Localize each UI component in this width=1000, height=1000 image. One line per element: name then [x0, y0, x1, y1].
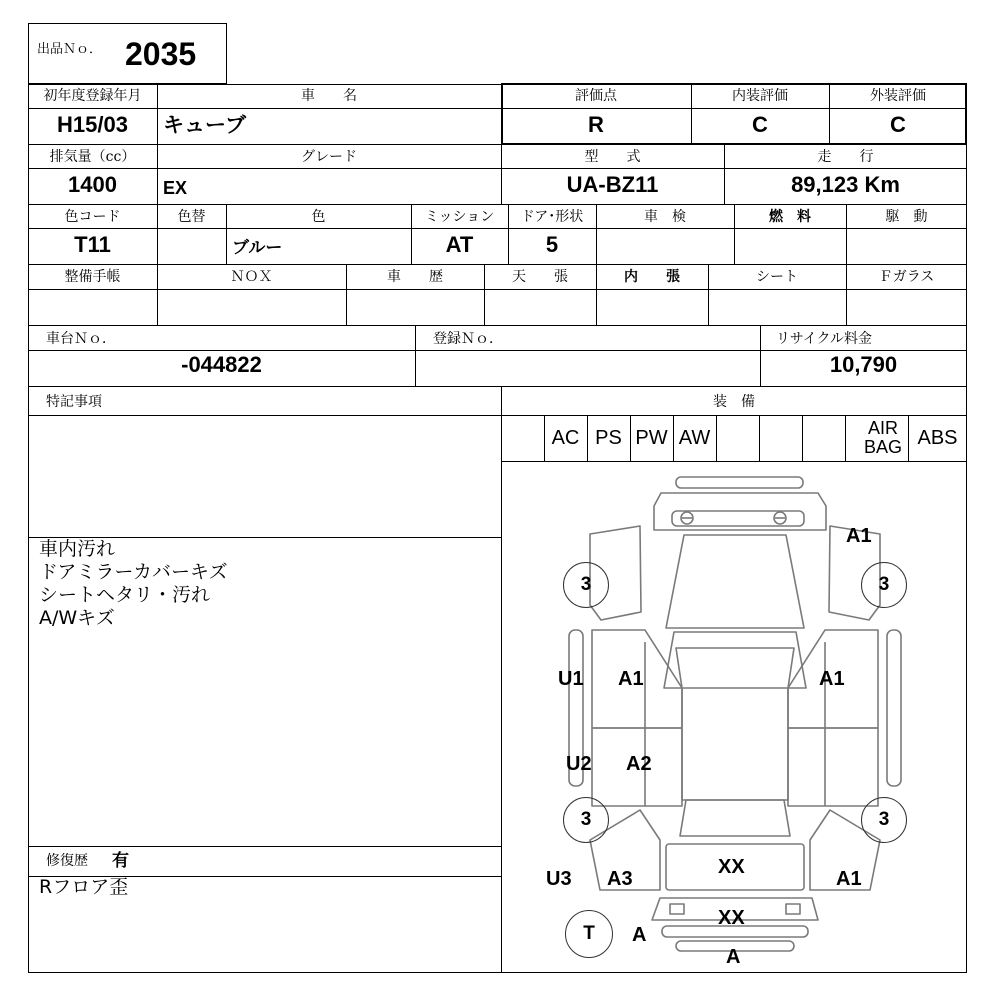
- chassis-no-value: -044822: [181, 352, 262, 377]
- note-line: A/Wキズ: [39, 607, 115, 629]
- score-value: R: [588, 112, 604, 137]
- mileage-value: 89,123 Km: [791, 172, 900, 197]
- equipment-item: AW: [678, 427, 711, 449]
- color-code-label: 色コード: [64, 209, 121, 225]
- displacement-label: 排気量（cc）: [49, 149, 136, 165]
- reg-no-label: 登録Ｎｏ．: [433, 331, 503, 347]
- score-label: 評価点: [575, 88, 617, 104]
- tire-spare: T: [565, 910, 613, 958]
- fuel-label: 燃 料: [769, 209, 811, 225]
- note-line: シートヘタリ・汚れ: [39, 584, 211, 606]
- tire-front-right: 3: [861, 562, 907, 608]
- damage-mark-tailgate: XX: [718, 856, 745, 878]
- transmission-value: AT: [445, 232, 474, 257]
- transmission-label: ミッション: [424, 209, 495, 225]
- note-line: ドアミラーカバーキズ: [39, 561, 228, 583]
- history-label: 車 歴: [387, 269, 443, 285]
- grade-value: EX: [163, 178, 188, 198]
- damage-mark-u1: U1: [558, 668, 584, 690]
- damage-mark-rear-bumper: A: [726, 946, 741, 968]
- chassis-no-label: 車台Ｎｏ．: [46, 331, 116, 347]
- recycle-fee-label: リサイクル料金: [776, 331, 873, 347]
- damage-mark-u2: U2: [566, 753, 592, 775]
- drive-label: 駆 動: [885, 209, 928, 225]
- first-reg-value: H15/03: [57, 112, 128, 137]
- equipment-item: PW: [635, 427, 668, 449]
- equipment-item: PS: [595, 427, 622, 449]
- damage-mark-front-right: A1: [846, 525, 872, 547]
- damage-mark-left-door: A1: [618, 668, 644, 690]
- tire-front-left: 3: [563, 562, 609, 608]
- damage-mark-bumper: XX: [718, 907, 745, 929]
- grade-label: グレード: [301, 149, 357, 165]
- damage-mark-a3: A3: [607, 868, 633, 890]
- exterior-label: 外装評価: [870, 88, 926, 104]
- repaint-label: 色替: [177, 209, 206, 225]
- nox-label: ＮＯＸ: [230, 269, 273, 285]
- interior-label: 内装評価: [732, 88, 788, 104]
- inspection-label: 車 検: [644, 209, 686, 225]
- tire-rear-right: 3: [861, 797, 907, 843]
- repair-line: Rフロア歪: [39, 876, 129, 898]
- roof-label: 天 張: [512, 269, 568, 285]
- recycle-fee-value: 10,790: [829, 352, 898, 377]
- car-name-label: 車 名: [301, 88, 357, 104]
- lot-number-value: 2035: [125, 36, 197, 72]
- model-value: UA-BZ11: [566, 172, 659, 197]
- equipment-label: 装 備: [713, 394, 755, 410]
- interior-trim-label: 内 張: [624, 269, 680, 285]
- lot-number-box: [28, 23, 227, 84]
- color-code-value: T11: [74, 232, 111, 257]
- f-glass-label: Ｆガラス: [878, 269, 935, 285]
- doors-value: 5: [545, 232, 559, 257]
- interior-value: C: [752, 112, 768, 137]
- doors-label: ドア･形状: [520, 209, 584, 225]
- note-line: 車内汚れ: [39, 538, 116, 560]
- displacement-value: 1400: [68, 172, 117, 197]
- damage-mark-rear-right: A1: [836, 868, 862, 890]
- first-reg-label: 初年度登録年月: [43, 88, 142, 104]
- service-book-label: 整備手帳: [64, 269, 121, 285]
- seat-label: シート: [756, 269, 798, 285]
- repair-label: 修復歴: [46, 853, 88, 869]
- damage-mark-a2: A2: [626, 753, 652, 775]
- damage-mark-u3: U3: [546, 868, 572, 890]
- equipment-item: AIR BAG: [863, 418, 902, 457]
- equipment-item: AC: [551, 427, 580, 449]
- color-value: ブルー: [232, 238, 283, 258]
- tire-rear-left: 3: [563, 797, 609, 843]
- repair-value: 有: [112, 851, 129, 871]
- car-name-value: キューブ: [163, 113, 246, 137]
- mileage-label: 走 行: [817, 149, 874, 165]
- model-label: 型 式: [584, 149, 641, 165]
- damage-mark-spare-area: A: [632, 924, 647, 946]
- notes-label: 特記事項: [46, 394, 102, 410]
- equipment-item: ABS: [917, 427, 958, 449]
- exterior-value: C: [890, 112, 906, 137]
- color-label: 色: [311, 209, 326, 225]
- damage-mark-right-door: A1: [819, 668, 845, 690]
- lot-number-label: 出品Ｎｏ．: [37, 42, 103, 57]
